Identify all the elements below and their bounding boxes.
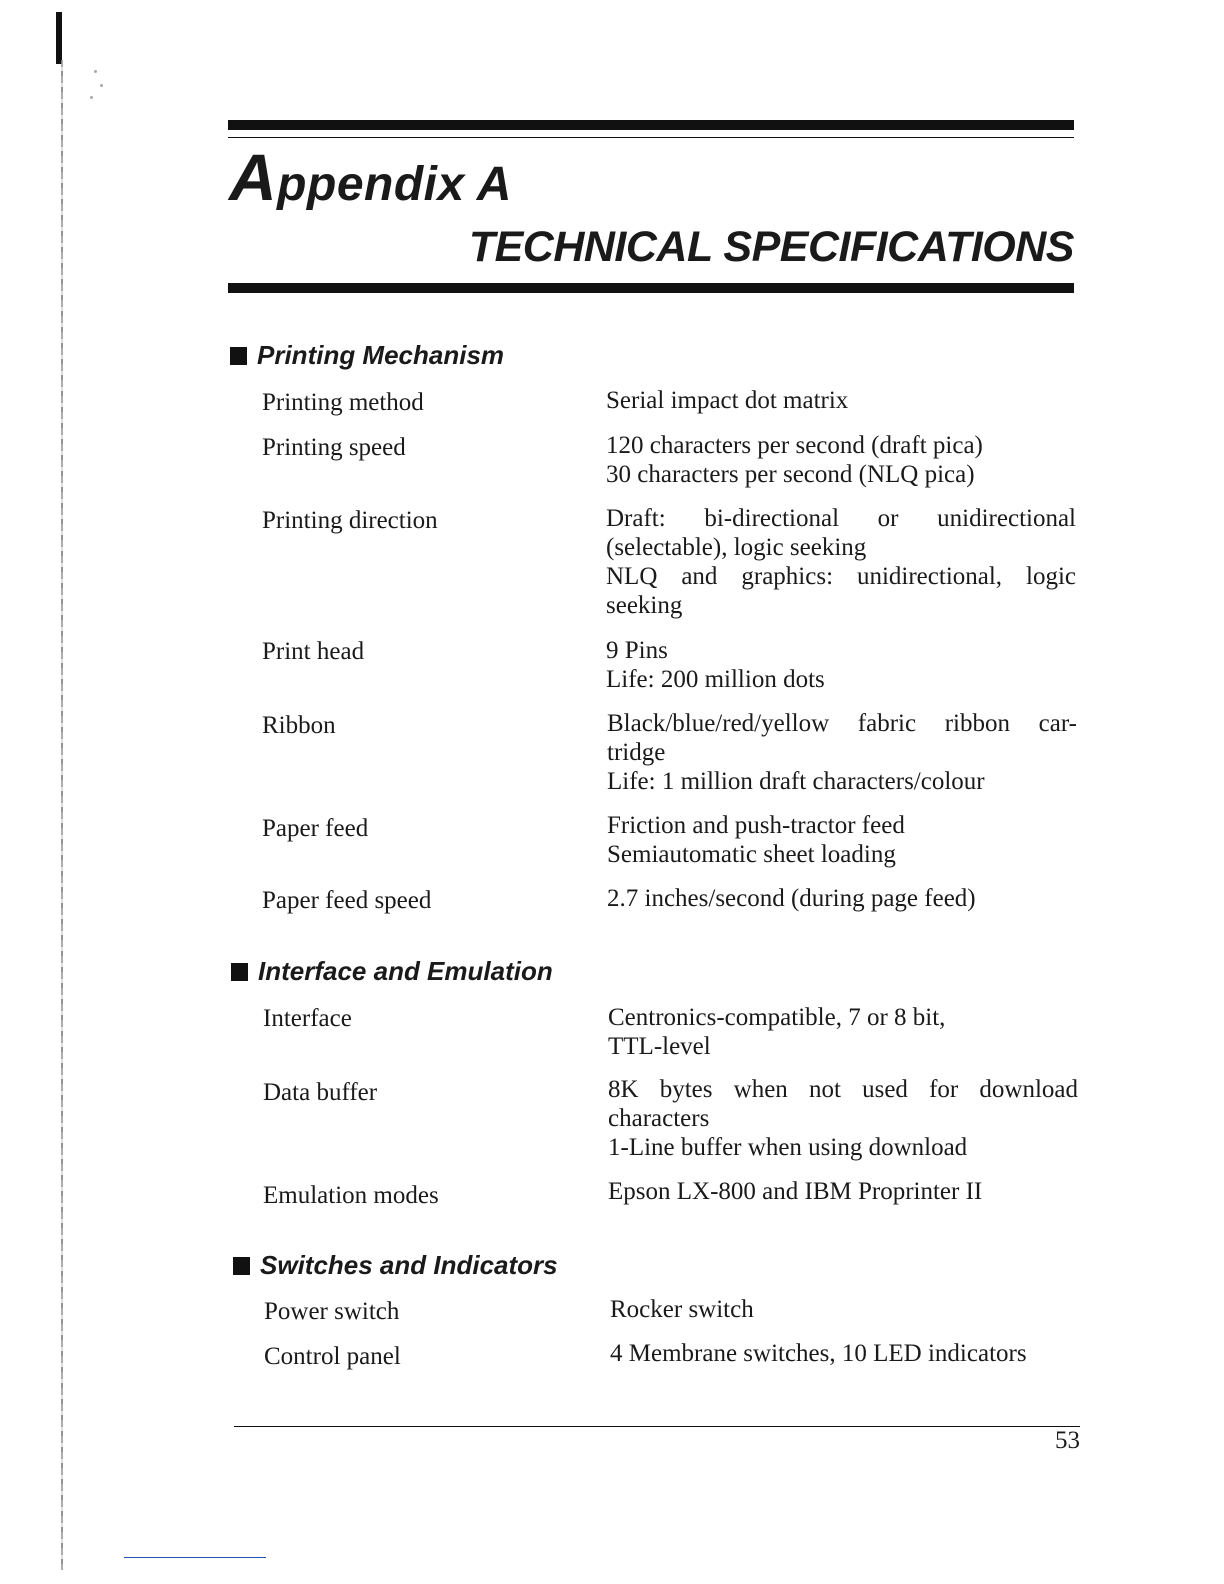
spec-label-print-head: Print head [262,638,365,665]
appendix-initial: A [229,140,278,214]
spec-value-print-head [606,636,1076,694]
spec-value-paper-feed [607,811,1077,869]
spec-value-line: 8K bytes when not used for download [608,1076,1078,1103]
spec-value-power-switch [610,1295,1080,1324]
spec-value-line: Epson LX-800 and IBM Proprinter II [608,1178,983,1205]
page-number: 53 [1055,1427,1080,1454]
spec-label-paper-feed: Paper feed [262,815,369,842]
spec-label-power-switch: Power switch [264,1298,400,1325]
spec-value-line: Draft: bi-directional or unidirectional [606,505,1076,532]
header-rule-top [228,120,1074,130]
appendix-title [229,138,512,217]
spec-label-emulation-modes: Emulation modes [263,1182,439,1209]
spec-value-line: 30 characters per second (NLQ pica) [606,461,975,488]
section-heading-label: Switches and Indicators [260,1250,558,1280]
spec-value-printing-method [606,386,1076,415]
spec-value-line: Serial impact dot matrix [606,387,849,414]
spec-value-line: Life: 200 million dots [606,666,825,693]
spec-label-ribbon: Ribbon [262,712,336,739]
section-heading-label: Interface and Emulation [258,956,553,986]
section-heading-interface-emulation [231,956,553,987]
spec-value-control-panel [610,1339,1080,1368]
spec-value-line: 2.7 inches/second (during page feed) [607,885,976,912]
spec-label-interface: Interface [263,1005,352,1032]
spec-value-printing-speed [606,431,1076,489]
spec-label-paper-feed-speed: Paper feed speed [262,887,432,914]
spec-value-line: Life: 1 million draft characters/colour [607,768,985,795]
spec-value-ribbon [607,709,1077,796]
spec-value-interface [608,1003,1078,1061]
spec-value-line: Semiautomatic sheet loading [607,841,896,868]
spec-value-line: Friction and push-tractor feed [607,812,905,839]
spec-label-printing-direction: Printing direction [262,507,438,534]
square-bullet-icon [231,963,248,981]
spec-value-line: Centronics-compatible, 7 or 8 bit, [608,1004,946,1031]
scan-artifact-edge [61,60,63,1570]
spec-value-line: 4 Membrane switches, 10 LED indicators [610,1340,1027,1367]
spec-label-printing-method: Printing method [262,389,424,416]
spec-label-control-panel: Control panel [264,1343,401,1370]
spec-value-emulation-modes [608,1177,1078,1206]
spec-value-line: characters [608,1105,710,1132]
spec-label-data-buffer: Data buffer [263,1079,378,1106]
spec-value-line: Rocker switch [610,1296,754,1323]
spec-value-data-buffer [608,1075,1078,1162]
page-title: TECHNICAL SPECIFICATIONS [468,223,1074,271]
spec-value-line: NLQ and graphics: unidirectional, logic [606,563,1076,590]
spec-value-line: 120 characters per second (draft pica) [606,432,983,459]
footer-rule [234,1426,1080,1427]
section-heading-switches-indicators [233,1250,558,1281]
scan-artifact-bar [56,12,62,64]
spec-label-printing-speed: Printing speed [262,434,406,461]
scan-speck [94,70,97,73]
spec-value-line: Black/blue/red/yellow fabric ribbon car- [607,710,1077,737]
spec-value-line: TTL-level [608,1033,711,1060]
spec-value-line: 1-Line buffer when using download [608,1134,968,1161]
spec-value-line: seeking [606,592,683,619]
scan-artifact-line [124,1557,266,1558]
header-rule-bottom [228,283,1074,293]
spec-value-line: 9 Pins [606,637,668,664]
spec-value-paper-feed-speed [607,884,1077,913]
square-bullet-icon [230,347,247,365]
spec-value-line: tridge [607,739,666,766]
appendix-title-rest: ppendix A [277,158,512,211]
square-bullet-icon [233,1257,250,1275]
spec-value-printing-direction [606,504,1076,620]
section-heading-printing-mechanism [230,340,504,371]
spec-value-line: (selectable), logic seeking [606,534,867,561]
section-heading-label: Printing Mechanism [257,340,505,370]
scan-speck [100,84,103,87]
scan-speck [90,96,93,99]
